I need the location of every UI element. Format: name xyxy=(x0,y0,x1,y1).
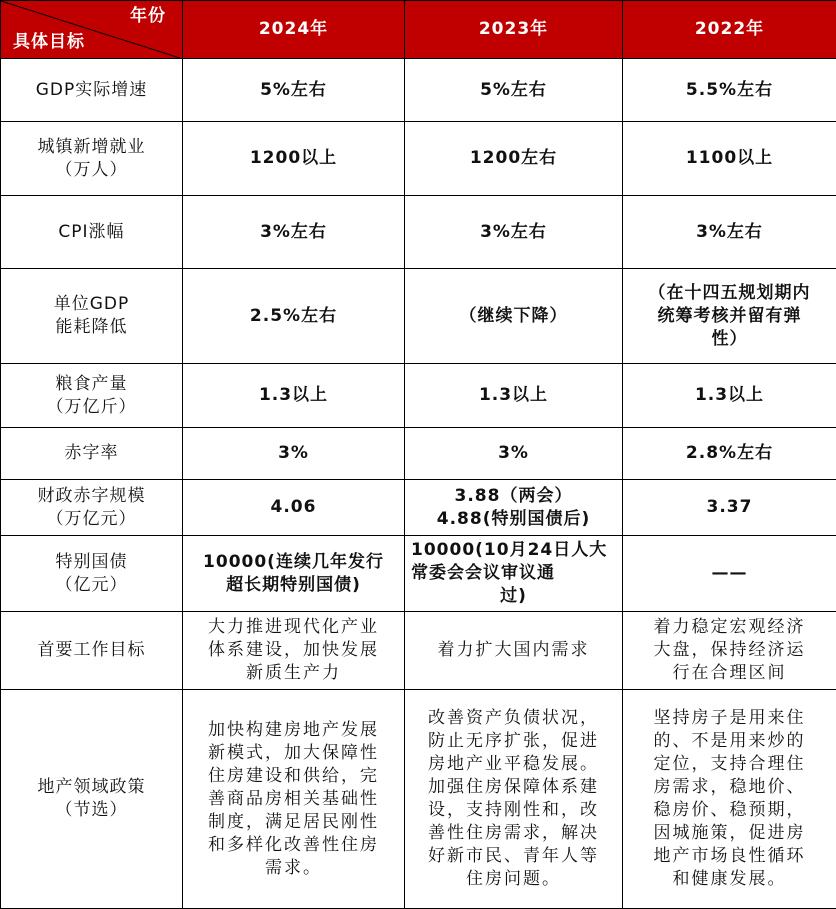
value-cell: 3%左右 xyxy=(183,196,405,269)
value-cell: 5%左右 xyxy=(405,59,623,122)
value-cell: 5.5%左右 xyxy=(623,59,836,122)
row-label-special-bonds: 特别国债 （亿元） xyxy=(1,536,183,612)
value-cell: 3%左右 xyxy=(623,196,836,269)
value-cell: 1100以上 xyxy=(623,122,836,196)
value-cell: 3% xyxy=(405,428,623,480)
year-header-2023: 2023年 xyxy=(405,1,623,59)
value-cell: 2.8%左右 xyxy=(623,428,836,480)
value-cell: 大力推进现代化产业 体系建设，加快发展 新质生产力 xyxy=(183,612,405,690)
row-label-primary-goal: 首要工作目标 xyxy=(1,612,183,690)
corner-target-label: 具体目标 xyxy=(13,31,85,54)
value-cell: （在十四五规划期内 统筹考核并留有弹 性） xyxy=(623,269,836,364)
table-row xyxy=(1,59,836,122)
row-label-deficit-ratio: 赤字率 xyxy=(1,428,183,480)
corner-header-cell xyxy=(1,1,183,59)
table-row xyxy=(1,480,836,536)
table-row xyxy=(1,364,836,428)
value-cell: 改善资产负债状况， 防止无序扩张，促进 房地产业平稳发展。 加强住房保障体系建 设，支持刚性和，改 善性住房需求，解决 好新市民、青年人等 住房问题。 xyxy=(405,690,623,909)
value-cell: 10000(10月24日人大 常委会会议审议通 过) xyxy=(405,536,623,612)
header-row xyxy=(1,1,836,59)
table-row xyxy=(1,196,836,269)
year-header-2022: 2022年 xyxy=(623,1,836,59)
value-cell: 1.3以上 xyxy=(183,364,405,428)
row-label-energy: 单位GDP 能耗降低 xyxy=(1,269,183,364)
row-label-real-estate-policy: 地产领域政策 （节选） xyxy=(1,690,183,909)
value-cell: 1.3以上 xyxy=(405,364,623,428)
value-cell: 加快构建房地产发展 新模式，加大保障性 住房建设和供给，完 善商品房相关基础性 制度，满足居民刚性 和多样化改善性住房 需求。 xyxy=(183,690,405,909)
table-row xyxy=(1,122,836,196)
year-header-2024: 2024年 xyxy=(183,1,405,59)
table-row xyxy=(1,269,836,364)
row-label-deficit-scale: 财政赤字规模 （万亿元） xyxy=(1,480,183,536)
table-row xyxy=(1,690,836,909)
value-cell: 坚持房子是用来住 的、不是用来炒的 定位，支持合理住 房需求，稳地价、 稳房价、稳预期， 因城施策，促进房 地产市场良性循环 和健康发展。 xyxy=(623,690,836,909)
value-cell: 3% xyxy=(183,428,405,480)
table-row xyxy=(1,612,836,690)
value-cell: 4.06 xyxy=(183,480,405,536)
value-cell: 着力扩大国内需求 xyxy=(405,612,623,690)
value-cell: 3.88（两会） 4.88(特别国债后) xyxy=(405,480,623,536)
value-cell: 5%左右 xyxy=(183,59,405,122)
row-label-gdp: GDP实际增速 xyxy=(1,59,183,122)
value-cell: 1200以上 xyxy=(183,122,405,196)
row-label-employment: 城镇新增就业 （万人） xyxy=(1,122,183,196)
value-cell: 3.37 xyxy=(623,480,836,536)
value-cell: （继续下降） xyxy=(405,269,623,364)
value-cell: —— xyxy=(623,536,836,612)
table-row xyxy=(1,428,836,480)
value-cell: 着力稳定宏观经济 大盘，保持经济运 行在合理区间 xyxy=(623,612,836,690)
value-cell: 2.5%左右 xyxy=(183,269,405,364)
value-cell: 10000(连续几年发行 超长期特别国债) xyxy=(183,536,405,612)
row-label-grain: 粮食产量 （万亿斤） xyxy=(1,364,183,428)
value-cell: 1200左右 xyxy=(405,122,623,196)
row-label-cpi: CPI涨幅 xyxy=(1,196,183,269)
corner-year-label: 年份 xyxy=(130,5,166,28)
value-cell: 1.3以上 xyxy=(623,364,836,428)
table-row xyxy=(1,536,836,612)
value-cell: 3%左右 xyxy=(405,196,623,269)
